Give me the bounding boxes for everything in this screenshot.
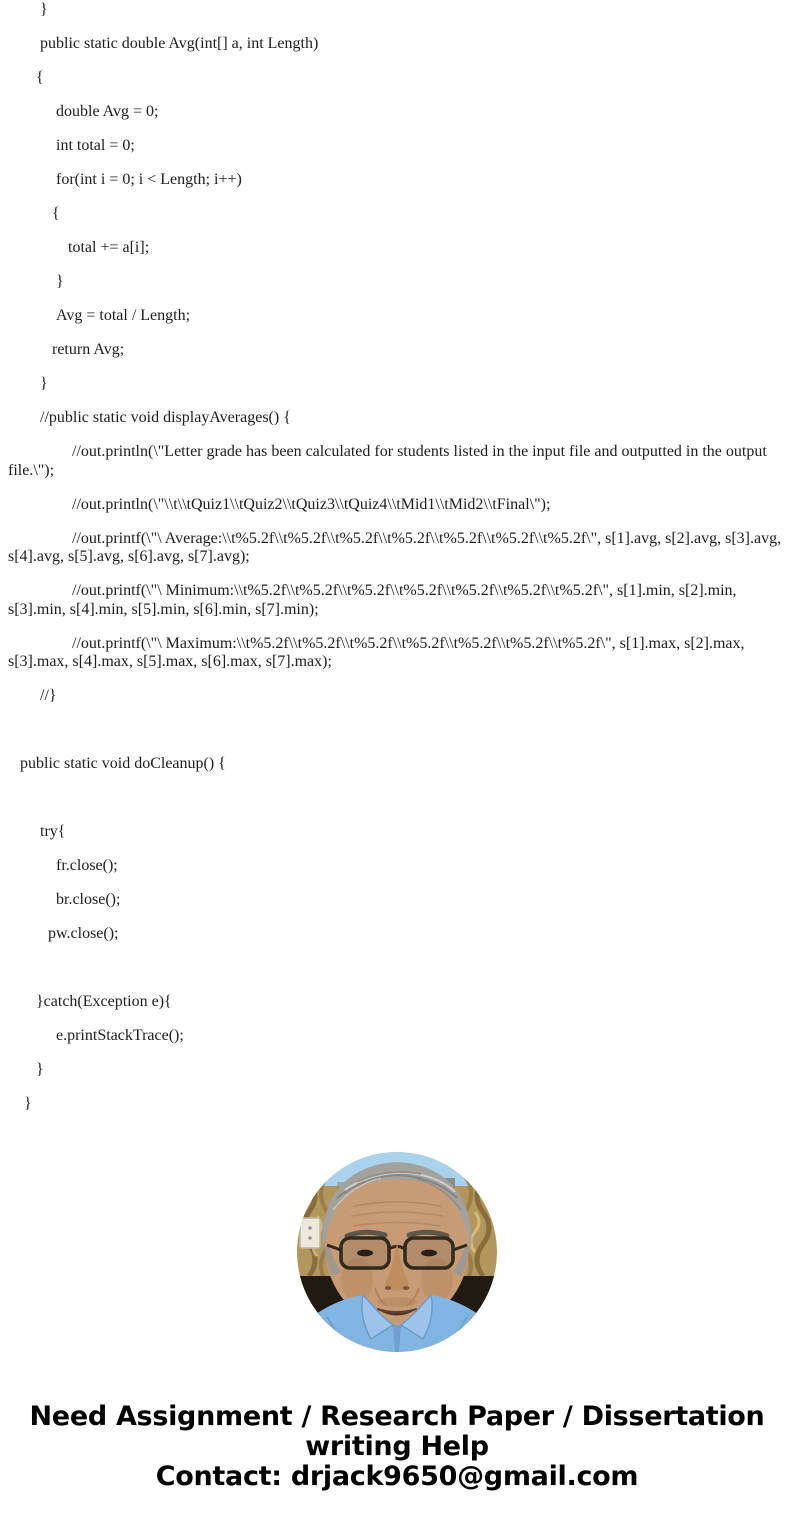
code-line: double Avg = 0; [8, 103, 159, 120]
code-line: } [8, 1061, 44, 1078]
code-line: //public static void displayAverages() { [8, 409, 291, 426]
code-line: { [8, 205, 60, 222]
code-line: total += a[i]; [8, 239, 150, 256]
code-line [8, 959, 786, 978]
presenter-photo-illustration [297, 1152, 497, 1352]
code-line: { [8, 69, 44, 86]
code-line: }catch(Exception e){ [8, 993, 172, 1010]
code-line: fr.close(); [8, 857, 118, 874]
code-line: br.close(); [8, 891, 121, 908]
footer-contact-email: Contact: drjack9650@gmail.com [155, 1461, 639, 1492]
code-line [8, 721, 786, 740]
code-line: public static void doCleanup() { [8, 755, 226, 772]
code-line: try{ [8, 823, 66, 840]
code-line: //out.printf(\"\ Maximum:\\t%5.2f\\t%5.2f\\t%5.2f\\t%5.2f\\t%5.2f\\t%5.2f\\t%5.2f\", s[1].max, s[2].max, s[3].max, s[4].max, s[5].max, s[6].max, s[7].max); [8, 634, 749, 670]
code-line: } [8, 375, 48, 392]
code-line: //out.println(\"\\t\\tQuiz1\\tQuiz2\\tQuiz3\\tQuiz4\\tMid1\\tMid2\\tFinal\"); [8, 495, 551, 513]
code-line: int total = 0; [8, 137, 135, 154]
code-line: public static double Avg(int[] a, int Length) [8, 35, 319, 52]
presenter-avatar [297, 1152, 497, 1352]
footer-help-text-line2: writing Help [305, 1431, 489, 1462]
footer-help-text-line1: Need Assignment / Research Paper / Dissertation [29, 1401, 765, 1432]
code-line: } [8, 273, 64, 290]
footer-banner [0, 1402, 794, 1492]
code-line: Avg = total / Length; [8, 307, 191, 324]
code-line: //out.printf(\"\ Minimum:\\t%5.2f\\t%5.2f\\t%5.2f\\t%5.2f\\t%5.2f\\t%5.2f\\t%5.2f\", s[1].min, s[2].min, s[3].min, s[4].min, s[5].min, s[6].min, s[7].min); [8, 582, 741, 618]
code-line [8, 789, 786, 808]
code-line: pw.close(); [8, 925, 119, 942]
code-line: //out.println(\"Letter grade has been calculated for students listed in the input file and outputted in the output file.\"); [8, 443, 771, 479]
code-line: } [8, 1, 48, 18]
code-line: for(int i = 0; i < Length; i++) [8, 171, 242, 188]
code-line: } [8, 1095, 32, 1112]
code-line: return Avg; [8, 341, 125, 358]
code-line: e.printStackTrace(); [8, 1027, 184, 1044]
code-line: //out.printf(\"\ Average:\\t%5.2f\\t%5.2f\\t%5.2f\\t%5.2f\\t%5.2f\\t%5.2f\\t%5.2f\", s[1].avg, s[2].avg, s[3].avg, s[4].avg, s[5].avg, s[6].avg, s[7].avg); [8, 529, 786, 565]
code-line: //} [8, 687, 57, 704]
